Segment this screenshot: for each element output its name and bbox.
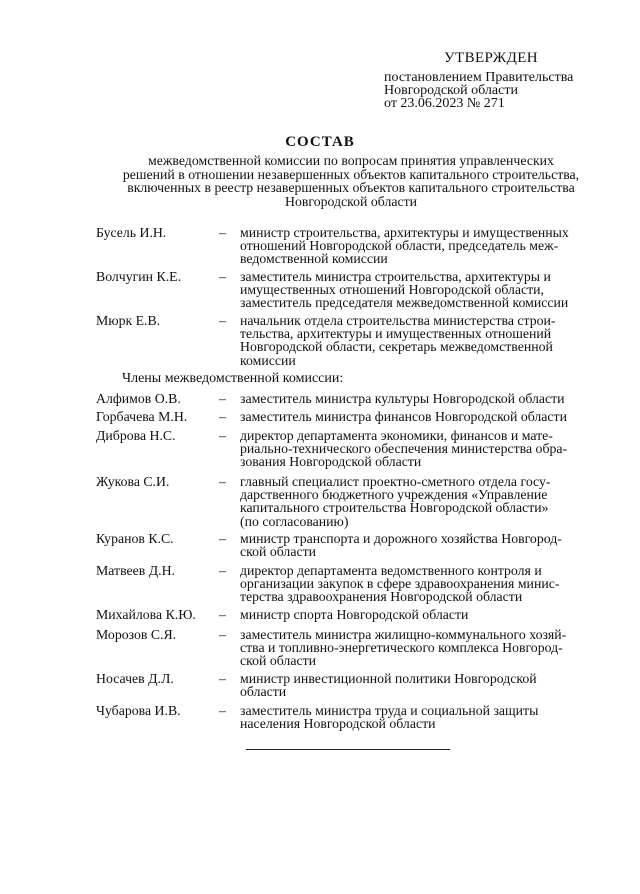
subtitle-line: включенных в реестр незавершенных объектов капитального строительства xyxy=(127,180,575,195)
person-name: Чубарова И.В. xyxy=(96,703,181,718)
description-line: заместитель министра финансов Новгородской области xyxy=(240,409,567,424)
position-description xyxy=(240,270,610,310)
description-line: начальник отдела строительства министерства строи- xyxy=(240,313,556,328)
dash-separator: – xyxy=(219,671,226,686)
approval-line: постановлением Правительства xyxy=(384,70,574,85)
dash-separator: – xyxy=(219,563,226,578)
description-line: заместитель министра жилищно-коммунального хозяй- xyxy=(240,627,567,642)
dash-separator: – xyxy=(219,409,226,424)
position-description xyxy=(240,410,610,423)
description-line: (по согласованию) xyxy=(240,513,349,529)
description-line: заместитель председателя межведомственной комиссии xyxy=(240,295,569,311)
position-description xyxy=(240,392,610,405)
position-description xyxy=(240,226,610,266)
closing-rule xyxy=(246,749,450,750)
person-name: Куранов К.С. xyxy=(96,531,174,546)
position-description xyxy=(240,628,610,668)
person-name: Матвеев Д.Н. xyxy=(96,563,175,578)
person-name: Михайлова К.Ю. xyxy=(96,607,196,622)
subtitle-line: решений в отношении незавершенных объектов капитального строительства, xyxy=(122,166,580,182)
approval-line: от 23.06.2023 № 271 xyxy=(384,96,505,111)
description-line: населения Новгородской области xyxy=(240,716,436,732)
description-line: заместитель министра культуры Новгородской области xyxy=(240,391,565,406)
description-line: министр спорта Новгородской области xyxy=(240,607,469,622)
position-description xyxy=(240,608,610,621)
dash-separator: – xyxy=(219,627,226,642)
document-subtitle xyxy=(96,154,606,208)
person-name: Мюрк Е.В. xyxy=(96,313,161,328)
description-line: области xyxy=(240,684,287,700)
subtitle-line: межведомственной комиссии по вопросам принятия управленческих xyxy=(148,153,554,168)
description-line: главный специалист проектно-сметного отдела госу- xyxy=(240,474,551,489)
description-line: заместитель министра труда и социальной защиты xyxy=(240,703,539,718)
approval-stamp-title: УТВЕРЖДЕН xyxy=(444,50,539,66)
dash-separator: – xyxy=(219,474,226,489)
description-line: тельства, архитектуры и имущественных отношений xyxy=(240,326,552,342)
document-title: СОСТАВ xyxy=(285,134,355,150)
person-name: Диброва Н.С. xyxy=(96,428,176,443)
description-line: комиссии xyxy=(240,352,296,368)
position-description xyxy=(240,564,610,604)
position-description xyxy=(240,314,610,367)
position-description xyxy=(240,672,610,698)
description-line: заместитель министра строительства, архитектуры и xyxy=(240,269,551,284)
description-line: министр строительства, архитектуры и имущественных xyxy=(240,225,569,240)
person-name: Жукова С.И. xyxy=(96,474,170,489)
members-heading: Члены межведомственной комиссии: xyxy=(122,371,344,386)
position-description xyxy=(240,429,610,469)
description-line: ства и топливно-энергетического комплекса Новгород- xyxy=(240,640,563,656)
dash-separator: – xyxy=(219,225,226,240)
dash-separator: – xyxy=(219,531,226,546)
dash-separator: – xyxy=(219,391,226,406)
position-description xyxy=(240,532,610,558)
position-description xyxy=(240,475,610,528)
description-line: риально-технического обеспечения министерства обра- xyxy=(240,441,568,457)
description-line: терства здравоохранения Новгородской области xyxy=(240,589,523,605)
description-line: директор департамента экономики, финансов и мате- xyxy=(240,428,553,443)
dash-separator: – xyxy=(219,428,226,443)
description-line: отношений Новгородской области, председатель меж- xyxy=(240,238,559,254)
description-line: ской области xyxy=(240,544,316,560)
description-line: Новгородской области, секретарь межведомственной xyxy=(240,339,553,355)
dash-separator: – xyxy=(219,703,226,718)
description-line: дарственного бюджетного учреждения «Управление xyxy=(240,487,548,503)
person-name: Горбачева М.Н. xyxy=(96,409,188,424)
dash-separator: – xyxy=(219,269,226,284)
description-line: организации закупок в сфере здравоохранения минис- xyxy=(240,576,560,592)
person-name: Алфимов О.В. xyxy=(96,391,181,406)
description-line: ской области xyxy=(240,653,316,669)
description-line: имущественных отношений Новгородской области, xyxy=(240,282,545,298)
description-line: министр инвестиционной политики Новгородской xyxy=(240,671,537,686)
approval-line: Новгородской области xyxy=(384,83,518,98)
person-name: Морозов С.Я. xyxy=(96,627,177,642)
person-name: Бусель И.Н. xyxy=(96,225,167,240)
description-line: зования Новгородской области xyxy=(240,454,422,470)
dash-separator: – xyxy=(219,313,226,328)
person-name: Носачев Д.Л. xyxy=(96,671,174,686)
description-line: ведомственной комиссии xyxy=(240,251,388,267)
subtitle-line: Новгородской области xyxy=(285,193,417,209)
description-line: капитального строительства Новгородской области» xyxy=(240,500,549,516)
person-name: Волчугин К.Е. xyxy=(96,269,182,284)
dash-separator: – xyxy=(219,607,226,622)
description-line: директор департамента ведомственного контроля и xyxy=(240,563,542,578)
position-description xyxy=(240,704,610,730)
description-line: министр транспорта и дорожного хозяйства Новгород- xyxy=(240,531,562,546)
